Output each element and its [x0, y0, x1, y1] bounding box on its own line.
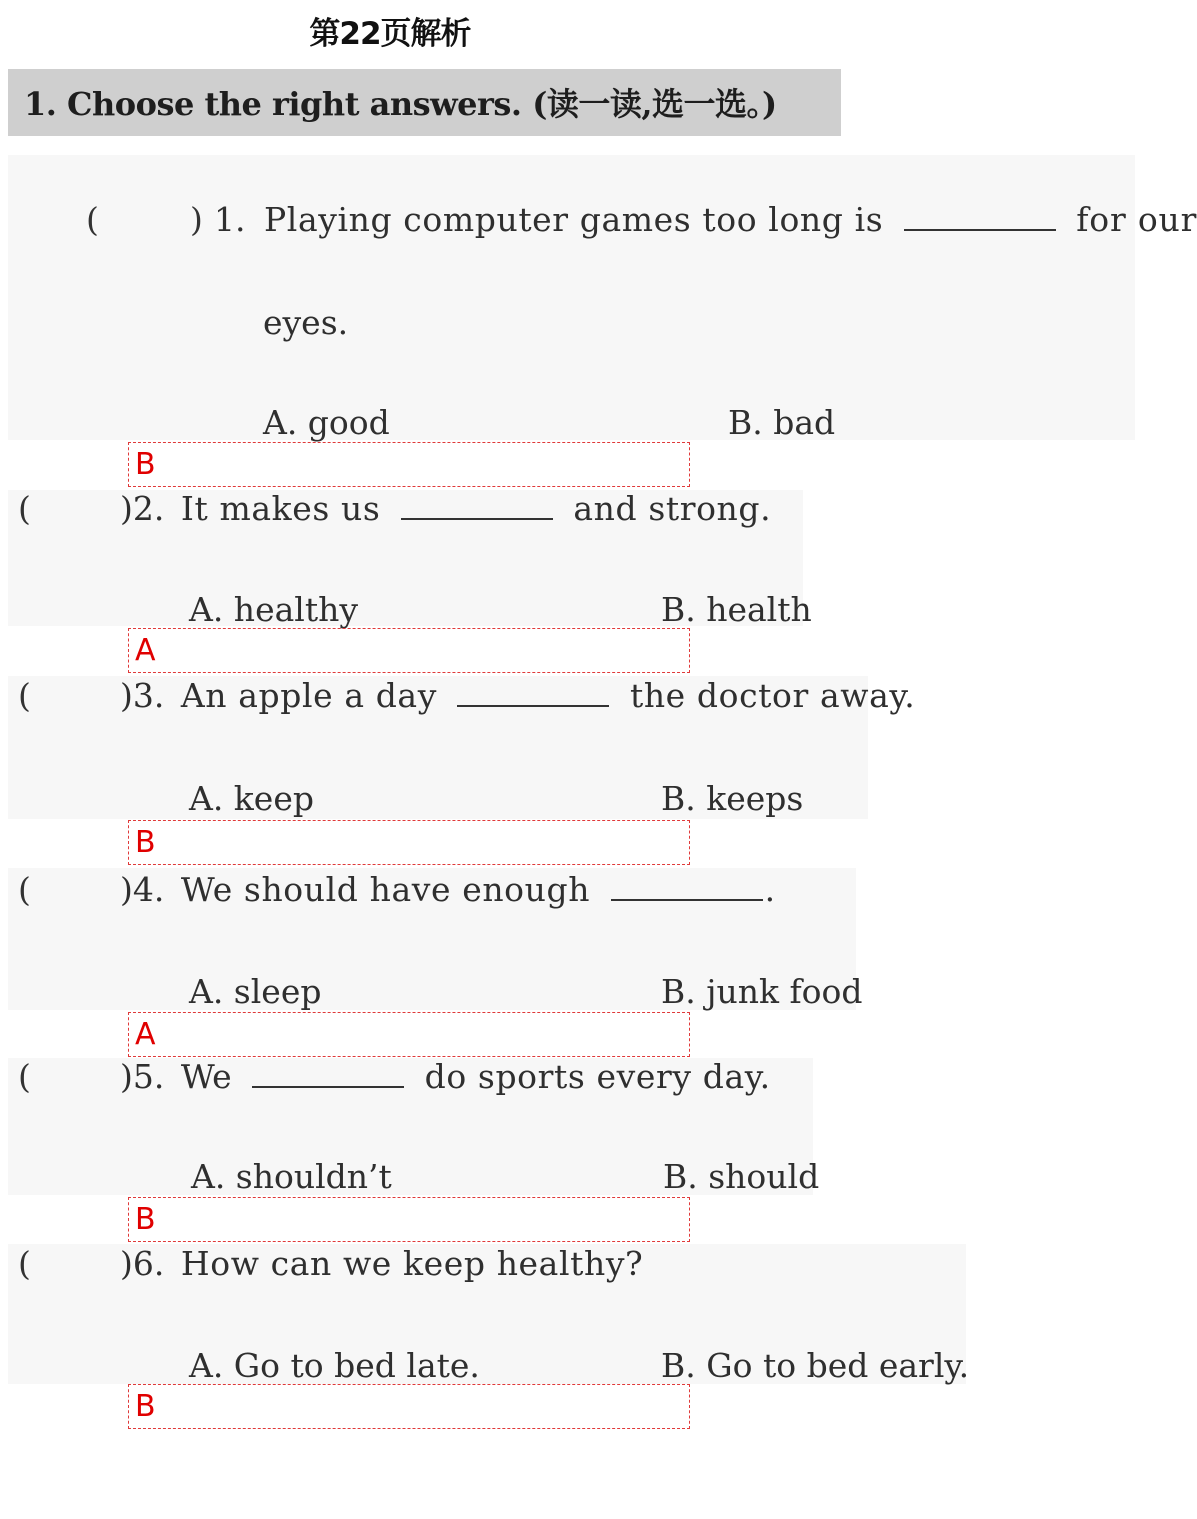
question-number: 1. [214, 200, 246, 239]
stem-after-blank: and strong. [573, 489, 772, 528]
option-a: A. sleep [189, 972, 322, 1011]
question-stem [120, 489, 771, 528]
question-number: 6. [132, 1244, 165, 1283]
answer-box [128, 1012, 690, 1057]
answer-paren-open: ( [18, 676, 31, 715]
fill-blank [611, 873, 763, 901]
answer-paren-close: ) [120, 870, 133, 909]
answer-letter: A [135, 633, 156, 668]
option-b: B. keeps [661, 779, 804, 818]
fill-blank [904, 203, 1056, 231]
fill-blank [401, 492, 553, 520]
question-number: 3. [132, 676, 165, 715]
option-b: B. should [663, 1157, 820, 1196]
answer-letter: B [135, 447, 156, 482]
answer-paren-open: ( [18, 1244, 31, 1283]
answer-paren-open: ( [86, 200, 99, 239]
stem-after-blank: do sports every day. [424, 1057, 771, 1096]
answer-paren-close: ) [120, 1244, 133, 1283]
answer-paren-open: ( [18, 1057, 31, 1096]
answer-letter: B [135, 1389, 156, 1424]
answer-paren-open: ( [18, 489, 31, 528]
question-number: 5. [132, 1057, 165, 1096]
answer-box [128, 442, 690, 487]
stem-before-blank: We should have enough [180, 870, 591, 909]
option-b: B. junk food [661, 972, 863, 1011]
answer-box [128, 1384, 690, 1429]
scan-band-q1 [8, 155, 1135, 440]
stem-text: How can we keep healthy? [180, 1244, 644, 1283]
answer-paren-open: ( [18, 870, 31, 909]
option-b: B. health [661, 590, 812, 629]
question-stem [120, 1057, 771, 1096]
answer-box [128, 820, 690, 865]
answer-letter: B [135, 825, 156, 860]
page-title: 第22页解析 [309, 16, 471, 52]
answer-box [128, 1197, 690, 1242]
question-stem [214, 200, 1197, 239]
stem-after-blank: . [764, 870, 776, 909]
stem-after-blank: the doctor away. [629, 676, 916, 715]
question-stem [120, 870, 775, 909]
answer-paren-close: ) [120, 1057, 133, 1096]
option-a: A. shouldn’t [191, 1157, 392, 1196]
answer-letter: A [135, 1017, 156, 1052]
option-a: A. Go to bed late. [189, 1346, 480, 1385]
option-a: A. keep [189, 779, 314, 818]
option-b: B. Go to bed early. [661, 1346, 970, 1385]
section-header-text: 1. Choose the right answers. (读一读,选一选。) [24, 85, 777, 123]
answer-paren-close: ) [120, 676, 133, 715]
question-stem [120, 676, 915, 715]
answer-paren-close: ) [190, 200, 203, 239]
question-number: 2. [132, 489, 165, 528]
stem-before-blank: We [180, 1057, 232, 1096]
question-number: 4. [132, 870, 165, 909]
answer-letter: B [135, 1202, 156, 1237]
question-stem [120, 1244, 643, 1283]
answer-paren-close: ) [120, 489, 133, 528]
stem-after-blank: for our [1076, 200, 1197, 239]
answer-box [128, 628, 690, 673]
section-header-banner [8, 69, 841, 136]
option-a: A. healthy [189, 590, 358, 629]
option-a: A. good [263, 403, 390, 442]
stem-before-blank: Playing computer games too long is [264, 200, 884, 239]
stem-before-blank: An apple a day [180, 676, 437, 715]
question-stem-line2: eyes. [263, 303, 349, 342]
fill-blank [457, 679, 609, 707]
stem-before-blank: It makes us [180, 489, 381, 528]
fill-blank [252, 1060, 404, 1088]
option-b: B. bad [728, 403, 836, 442]
